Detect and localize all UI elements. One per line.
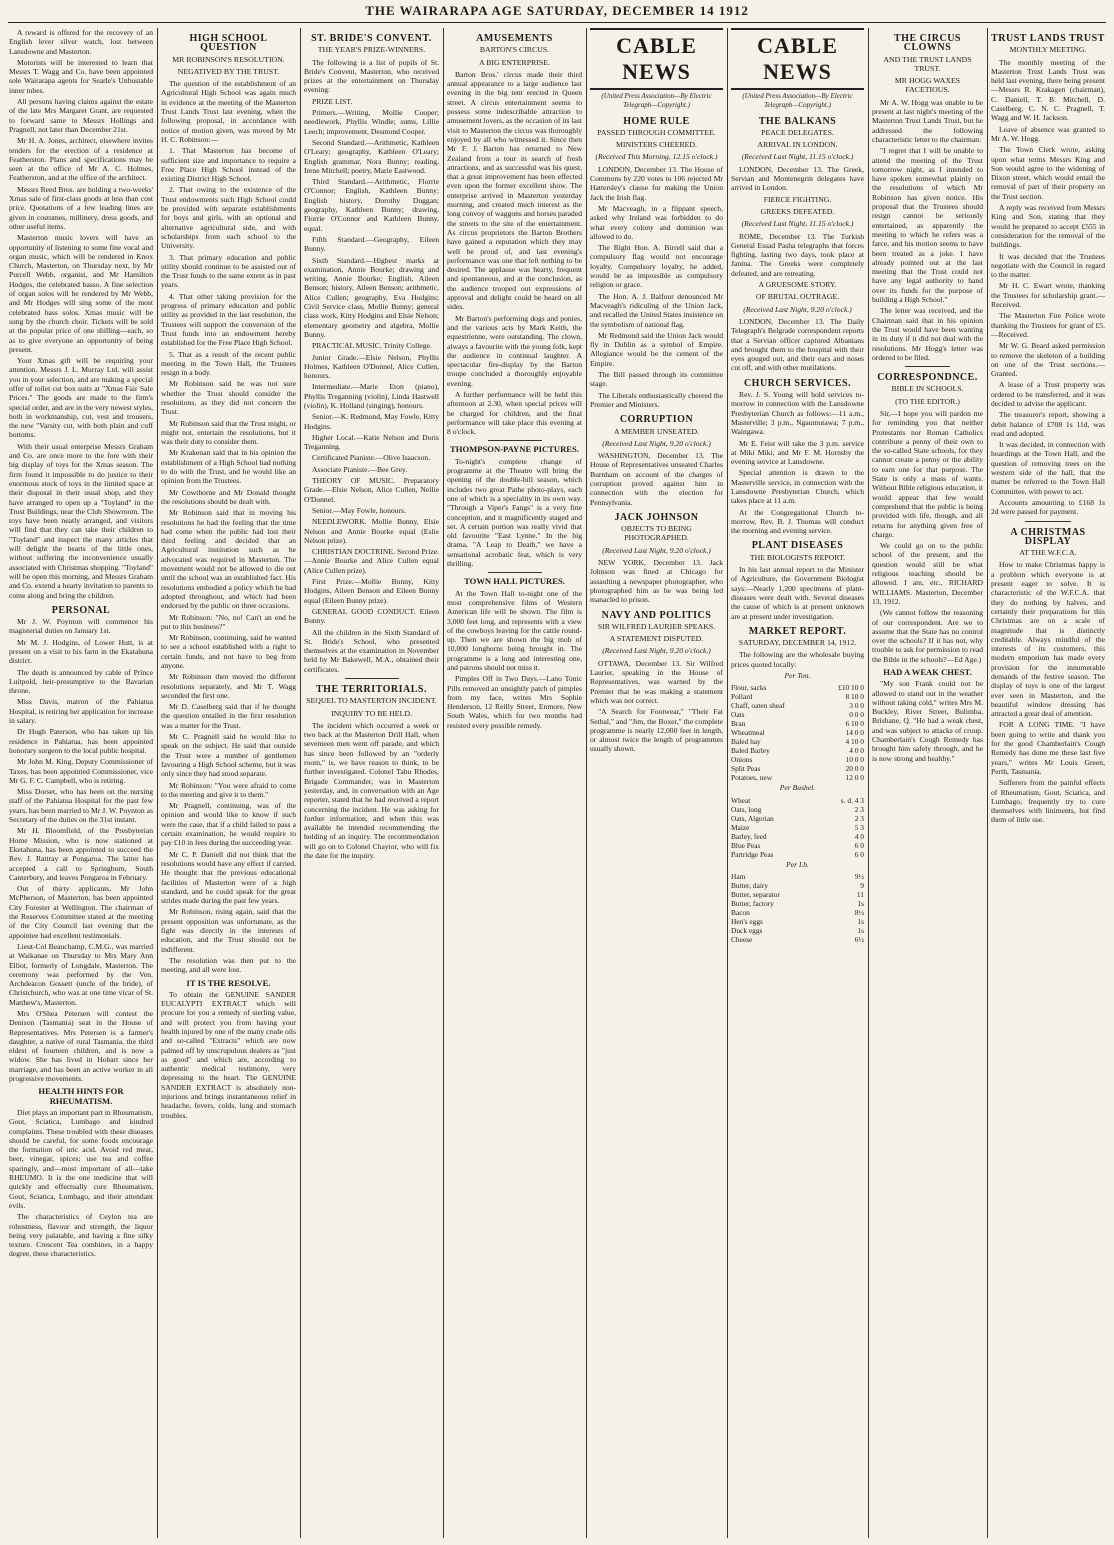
paragraph: CHRISTIAN DOCTRINE. Second Prize.—Annie Bourke and Alice Cullen equal (Alice Cullen prize). xyxy=(304,547,439,575)
article-title: THE BALKANS xyxy=(758,115,837,127)
paragraph: 4. That other taking provision for the progress of primary education and public utility as provided in the last resolution, the Trustees will support the conversion of the Trust funds into an endowment hereby established for the Free Place High School. xyxy=(161,291,296,348)
commodity-name: Duck eggs xyxy=(731,925,763,935)
market-title: MARKET REPORT. xyxy=(748,625,847,637)
received-time: (Received This Morning, 12.15 o'clock.) xyxy=(595,152,718,162)
market-row xyxy=(731,683,864,692)
article-title: JACK JOHNSON xyxy=(614,511,699,523)
article-body xyxy=(731,317,864,373)
divider xyxy=(488,440,542,441)
article-subtitle: BIBLE IN SCHOOLS. xyxy=(891,384,964,394)
paragraph: The Town Clerk wrote, asking upon what terms Messrs King and Son would agree to the widening of Dixon street, which would entail the removal of part of their property on the Trust section. xyxy=(991,145,1105,201)
commodity-price: 3 0 0 xyxy=(849,701,864,711)
paragraph: Mr Robinson: "You were afraid to come to the meeting and give it to them." xyxy=(161,780,296,799)
commodity-name: Barley, feed xyxy=(731,831,767,841)
paragraph: PRACTICAL MUSIC. Trinity College. xyxy=(312,341,432,351)
editor-note: (We cannot follow the reasoning of our correspondent. Are we to assume that the State has no control over the schools? If it has not, why trouble to ask for permission to read the Bible in the schools?—Ed Age.) xyxy=(872,608,983,664)
paragraph: Sixth Standard.—Highest marks at examination, Annie Bourke; drawing and writing, Annie Bourke; English, Aileen Benson; history, Aileen Benson; arithmetic, Alice Cullen; geography, Eva Hodgins; Civil Service class, Mollie Bunny; general class work, Kitty Hodgins and Elsie Nelson; elementary geometry and algebra, Mollie Bunny. xyxy=(304,255,439,339)
commodity-price: 9 xyxy=(860,880,864,890)
paragraph: The Right Hon. A. Birrell said that a compulsory flag would not encourage loyalty. Compulsory loyalty, he added, would be as impossible as compulsory religion or grace. xyxy=(590,243,723,290)
article-title: TRUST LANDS TRUST xyxy=(991,33,1105,44)
market-row xyxy=(731,814,864,823)
article-body xyxy=(590,451,723,507)
market-intro: The following are the wholesale buying prices quoted locally: xyxy=(731,650,864,669)
section-banner: CABLE NEWS xyxy=(731,28,864,90)
article-title: THE CIRCUS CLOWNS xyxy=(894,33,961,54)
commodity-name: Maize xyxy=(731,822,750,832)
article-body xyxy=(590,558,723,604)
article-subtitle: FIERCE FIGHTING. xyxy=(763,194,832,204)
divider xyxy=(1025,521,1071,522)
article-subtitle: OBJECTS TO BEING PHOTOGRAPHED. xyxy=(621,524,692,543)
paragraph: The letter was received, and the Chairman said that in his opinion the Trust would have been wanting in its duty if it did not deal with the resolutions. Mr Hogg's letter was ordered to be filed. xyxy=(872,306,983,362)
article-body xyxy=(161,79,296,974)
article-title: NAVY AND POLITICS xyxy=(601,609,712,621)
column-5 xyxy=(586,28,726,1538)
commodity-price: 11 xyxy=(856,889,864,899)
paragraph: "A Search for Footwear," "Their Fat Setbal," and "Jim, the Boxer," the complete programme is nearly 12,000 feet in length, or almost twice the length of programmes usually shown. xyxy=(590,707,723,754)
paragraph: It was decided, in connection with hoardings at the Town Hall, and the question of removing trees on the western side of the hall, that the matter be referred to the Town Hall Committee, with power to act. xyxy=(991,440,1105,496)
article-body xyxy=(991,560,1105,824)
article-subtitle: A STATEMENT DISPUTED. xyxy=(609,634,704,644)
article-subtitle: SIR WILFRED LAURIER SPEAKS. xyxy=(597,621,716,631)
commodity-price: 8½ xyxy=(854,907,864,917)
column-7 xyxy=(868,28,986,1538)
divider xyxy=(345,678,399,679)
column-2 xyxy=(157,28,299,1538)
article-body xyxy=(590,165,723,409)
article-subtitle: ARRIVAL IN LONDON. xyxy=(757,140,838,150)
paragraph: All persons having claims against the estate of the late Mrs Margaret Grant, are requested to forward same to Messrs Hollings and Pragnell, not later than December 21st. xyxy=(9,97,153,134)
market-table-ton xyxy=(731,683,864,782)
article-body xyxy=(731,232,864,278)
article-subtitle: A BIG ENTERPRISE. xyxy=(479,57,550,67)
received-time: (Received Last Night, 9.20 o'clock.) xyxy=(743,304,852,314)
article-title: CORRESPONDNCE. xyxy=(877,372,978,384)
paragraph: A reward is offered for the recovery of an English lever silver watch, lost between Lansdowne and Masterton. xyxy=(9,28,153,56)
market-row xyxy=(731,737,864,746)
unit-label: Per Lb. xyxy=(786,859,809,869)
article-subtitle: PASSED THROUGH COMMITTEE. xyxy=(597,127,716,137)
commodity-name: Hen's eggs xyxy=(731,916,763,926)
commodity-name: Oats, Algerian xyxy=(731,813,774,823)
article-title: PLANT DISEASES xyxy=(751,540,844,552)
commodity-price: 6 0 xyxy=(854,849,864,859)
paragraph: Motorists will be interested to learn that Messrs T. Wagg and Co. have been appointed sole Wairarapa agents for Searle's Unbustable inner tubes. xyxy=(9,57,153,95)
market-row xyxy=(731,926,864,935)
press-credit: (United Press Association—By Electric Telegraph—Copyright.) xyxy=(601,92,712,110)
article-subtitle: (TO THE EDITOR.) xyxy=(895,396,960,406)
column-8 xyxy=(987,28,1108,1538)
article-subtitle: SEQUEL TO MASTERTON INCIDENT. xyxy=(306,696,437,706)
article-subtitle: INQUIRY TO BE HELD. xyxy=(331,708,412,718)
commodity-price: 0 0 0 xyxy=(849,710,864,720)
market-row xyxy=(731,764,864,773)
commodity-name: Partridge Peas xyxy=(731,849,774,859)
article-body xyxy=(872,98,983,362)
paragraph: LONDON, December 13. The House of Commons by 220 votes to 106 rejected Mr Hattersley's clause for making the Union Jack the Irish flag. xyxy=(590,164,723,202)
advert-heading: IT IS THE RESOLVE. xyxy=(186,977,271,988)
paragraph: WASHINGTON, December 13. The House of Representatives unseated Charles Burnham on account of the charges of corruption proved against him in connection with the election for Pennsylvania. xyxy=(590,451,723,507)
paragraph: Out of thirty applicants, Mr John McPherson, of Masterton, has been appointed City Forester at Wellington. The chairman of the Reserves Committee stated at the meeting of the City Council last evening that the appointee had excellent testimonials. xyxy=(9,884,153,940)
paragraph: Mr Robinson: "No, no! Can't an end be put to this business?" xyxy=(161,612,296,631)
paragraph: Rev. J. S. Young will hold services to-morrow in connection with the Lansdowne Presbyterian Church as follows:—11 a.m., Masterville; 3 p.m., Ngaumutawa; 7 p.m., Waingawa. xyxy=(731,390,864,437)
paragraph: The Masterton Fire Police wrote thanking the Trustees for grant of £5.—Received. xyxy=(991,311,1105,339)
article-title: AMUSEMENTS xyxy=(476,33,553,44)
paragraph: How to make Christmas happy is a problem which everyone is at present eager to solve. It is characteristic of the W.F.C.A. that they do nothing by halves, and certainly their preparations for this Christmas are on a scale of magnitude that is distinctly creditable. Always mindful of the interests of its customers, this modern emporium has made every provision for the innumerable demands of the festive season. The display of toys is one of the largest ever seen in Masterton, and the beautiful window dressing has attracted a great deal of attention. xyxy=(991,560,1105,719)
commodity-price: 6½ xyxy=(854,934,864,944)
paragraph: 3. That primary education and public utility should continue to be assisted out of the Trust funds to the same extent as in past years. xyxy=(161,252,296,290)
market-row xyxy=(731,841,864,850)
article-body xyxy=(447,457,582,569)
commodity-price: 9½ xyxy=(854,871,864,881)
received-time: (Received Last Night, 11.15 o'clock.) xyxy=(741,152,854,162)
paragraph: Mr Robinson then moved the different resolutions separately, and Mr T. Wagg seconded the first one. xyxy=(161,672,296,700)
market-row xyxy=(731,710,864,719)
paragraph: LONDON, December 13. The Greek, Servian and Montenegrin delegates have arrived in London. xyxy=(731,164,864,193)
paragraph: The death is announced by cable of Prince Luitpold, heir-presumptive to the Bavarian throne. xyxy=(9,667,153,696)
paragraph: Mr Cowthorne and Mr Donald thought the resolutions should be dealt with. xyxy=(161,487,296,506)
article-title: TOWN HALL PICTURES. xyxy=(464,576,565,587)
paragraph: A lease of a Trust property was ordered to be transferred, and it was decided to advise the applicant. xyxy=(991,380,1105,408)
article-body xyxy=(991,58,1105,517)
paragraph: Leave of absence was granted to Mr A. W. Hogg. xyxy=(991,124,1105,143)
commodity-name: Bacon xyxy=(731,907,750,917)
paragraph: Masterton music lovers will have an opportunity of listening to some fine vocal and organ music, which will be rendered in Knox Church, Masterton, on Thursday next, by Mr Purcell Webb, organist, and Mr Hamilton Hodges, the celebrated basso. A fine selection of organ solos will be rendered by Mr Webb, and Mr Hodges will sing some of the most celebrated bass solos. Xmas music will be sung by the church choir. Tickets will be sold at the popular price of one shilling—each, so as to give everyone an opportunity of being present. xyxy=(9,233,153,354)
advert-heading: HAD A WEAK CHEST. xyxy=(883,667,972,677)
paragraph: A reply was received from Messrs King and Son, stating that they would be prepared to accept £555 in consideration for the removal of the buildings. xyxy=(991,203,1105,250)
paragraph: Mr W. G. Beard asked permission to remove the skeleton of a building on one of the Trust sections.—Granted. xyxy=(991,341,1105,379)
paragraph: The question of the establishment of an Agricultural High School was again much in evidence at the meeting of the Masterton Trust Lands Trust last evening, when the following proposal, in accordance with notice of motion given, was moved by Mr H. C. Robinson:— xyxy=(161,79,296,144)
paragraph: Mr H. A. Jones, architect, elsewhere invites tenders for the erection of a residence at Featherston. Plans and specifications may be seen at the office of Mr A. C. Holmes, Featherston, and at the office of the architect. xyxy=(9,136,153,183)
commodity-price: 1s xyxy=(857,925,864,935)
paragraph: The Liberals enthusiastically cheered the Premier and Ministers. xyxy=(590,390,723,409)
commodity-price: 8 10 0 xyxy=(845,692,864,702)
article-subtitle: A GRUESOME STORY. xyxy=(758,280,837,290)
article-title: HIGH SCHOOL QUESTION xyxy=(189,33,268,54)
commodity-price: 14 0 0 xyxy=(845,728,864,738)
paragraph: In his last annual report to the Minister of Agriculture, the Government Biologist says:—Nearly 1,200 specimens of plant-diseases were dealt with. Several diseases the cause of which is at present unknown are at present under investigation. xyxy=(731,565,864,621)
article-body xyxy=(304,58,439,674)
paragraph: Mr Robinson, continuing, said he wanted to see a school established with a right to certain funds, and not have to beg from anyone. xyxy=(161,633,296,670)
market-date: SATURDAY, DECEMBER 14, 1912. xyxy=(738,638,857,648)
paragraph: The Hon. A. J. Balfour denounced Mr Macveagh's ridiculing of the Union Jack, and recalled the United States insistence on the symbolism of national flag. xyxy=(590,291,723,329)
market-row xyxy=(731,746,864,755)
commodity-price: 2 3 xyxy=(854,804,864,814)
column-1 xyxy=(6,28,156,1538)
commodity-name: Butter, dairy xyxy=(731,880,769,890)
article-subtitle: A MEMBER UNSEATED. xyxy=(613,426,700,436)
paragraph: Mr Barton's performing dogs and ponies, and the various acts by Mark Keith, the equestrienne, were outstanding. The clown, always a favourite with the young folk, kept the audience in continual laughter. A spectacular fire-display by the Barton troupe concluded a thoroughly enjoyable evening. xyxy=(447,313,582,388)
column-3 xyxy=(300,28,442,1538)
received-time: (Received Last Night, 9.20 o'clock.) xyxy=(602,545,711,555)
commodity-price: 12 0 0 xyxy=(845,773,864,783)
paragraph: GENERAL GOOD CONDUCT. Eileen Bunny. xyxy=(304,606,439,626)
paragraph: All the children in the Sixth Standard of St. Bride's School, who presented themselves at the examination in November held by Mr Bakewell, M.A., obtained their certificates. xyxy=(304,627,439,674)
paragraph: 5. That as a result of the recent public meeting in the Town Hall, the Trustees resign in a body. xyxy=(161,349,296,378)
article-subtitle: MR HOGG WAXES FACETIOUS. xyxy=(894,76,961,95)
commodity-name: Flour, sacks xyxy=(731,683,767,693)
masthead: THE WAIRARAPA AGE SATURDAY, DECEMBER 14 1912 xyxy=(365,3,749,18)
market-row xyxy=(731,805,864,814)
paragraph: The characteristics of Ceylon tea are robustness, flavour and strength, the liquor being very palatable, and having a fine silky texture. Crescent Tea combines, in a happy degree, these characteristics. xyxy=(9,1212,153,1259)
paragraph: THEORY OF MUSIC. Preparatory Grade.—Elsie Nelson, Alice Cullen, Nellie O'Donnel. xyxy=(304,476,439,504)
paragraph: Certificated Pianiste.—Olive Isaacson. xyxy=(312,453,431,463)
paragraph: Primers.—Writing, Mollie Cooper; needlework, Phyllis Windle; sums, Lillie Leech; improvement, Desmond Cooper. xyxy=(304,108,439,136)
commodity-name: Wheatmeal xyxy=(731,728,765,738)
market-row xyxy=(731,728,864,737)
article-subtitle: OF BRUTAL OUTRAGE. xyxy=(755,292,840,302)
article-title: CORRUPTION xyxy=(619,414,694,426)
advert-body xyxy=(872,679,983,763)
paragraph: "I regret that I will be unable to attend the meeting of the Trust tomorrow night, as I intended to have spoken somewhat plainly on the resolutions of which Mr Robinson has given notice. His proposal that the Trustees should resign cannot be seriously entertained, as apparently the meeting to which he refers was a farce, and his motion seems to have been treated as a joke. I have already pointed out at the last meeting that the Trust could not have any legal authority to hand over its funds for the purpose of building a High School." xyxy=(872,146,983,305)
paragraph: ROME, December 13. The Turkish General Essad Pasha telegraphs that forces fighting, lasting two days, took place at Janina. The Greeks were completely defeated, and are retreating. xyxy=(731,231,864,278)
commodity-name: Oats, long xyxy=(731,804,762,814)
article-subtitle: THE BIOLOGISTS REPORT. xyxy=(749,552,846,562)
commodity-name: Cheese xyxy=(731,934,753,944)
commodity-name: Pollard xyxy=(731,692,753,702)
market-row xyxy=(731,719,864,728)
paragraph: At the Town Hall to-night one of the most comprehensive films of Western American life will be shown. The film is 3,000 feet long, and represents with a view of the cowboys leaving for the cattle round-up. Then we are shown the big mob of 10,000 longhorns being brought in. The programme is a long and interesting one, and patrons should not miss it. xyxy=(447,588,582,672)
market-row xyxy=(731,872,864,881)
article-subtitle: MR ROBINSON'S RESOLUTION. xyxy=(172,54,285,64)
paragraph: LONDON, December 13. The Daily Telegraph's Belgrade correspondent reports that a Servian officer captured Albanians and brought them to the hospital with their eyes gouged out, and their ears and noses cut off, and with other mutilations. xyxy=(731,316,864,373)
paragraph: Mr Robinson said that the Trust might, or might not, entertain the resolutions, but it was their duty to consider them. xyxy=(161,418,296,447)
commodity-price: 6 10 0 xyxy=(845,719,864,729)
paragraph: The resolution was then put to the meeting, and all were lost. xyxy=(161,955,296,975)
paragraph: To-night's complete change of programme at the Theatre will bring the opening of the double-bill season, which includes two great Pathe photo-plays, each one of which is a speciality in its own way. "Through a Viper's Fangs" is a very fine conception, and it magnificently staged and set. A certain portion was really vivid that old favourite "East Lynne." In the big drama, "A Leap to Death," we have a sensational acrobatic feat, which is very thrilling. xyxy=(447,456,582,569)
paragraph: Mr Robinson said he was not sure whether the Trust should consider the resolutions, as they did not concern the Trust. xyxy=(161,379,296,417)
article-title: ST. BRIDE'S CONVENT. xyxy=(311,33,432,44)
commodity-price: 4 0 0 xyxy=(849,746,864,756)
article-subtitle: THE YEAR'S PRIZE-WINNERS. xyxy=(317,45,426,55)
paragraph: PRIZE LIST. xyxy=(312,96,353,106)
commodity-price: 5 3 xyxy=(854,822,864,832)
commodity-price: £10 10 0 xyxy=(838,683,864,693)
commodity-name: Chaff, oaten sheaf xyxy=(731,701,785,711)
market-row xyxy=(731,917,864,926)
article-body xyxy=(447,70,582,437)
market-table-bushel xyxy=(731,796,864,859)
paragraph: Special attention is drawn to the Masterville service, in connection with the Lansdowne Presbyterian Church, which takes place at 11 a.m. xyxy=(731,468,864,506)
commodity-price: 20 0 0 xyxy=(845,764,864,774)
article-subtitle: GREEKS DEFEATED. xyxy=(760,206,835,216)
commodity-name: Onions xyxy=(731,755,753,765)
paragraph: Messrs Reed Bros. are holding a two-weeks' Xmas sale of first-class goods at less than cost price. Quotations of a few leading lines are given in costumes, millinery, dress goods, and other useful items. xyxy=(9,184,153,231)
paragraph: Miss Davis, matron of the Pahiatua Hospital, is retiring her application for increase in salary. xyxy=(9,697,153,726)
article-body xyxy=(590,659,723,754)
paragraph: Mr H. C. Ewart wrote, thanking the Trustees for scholarship grant.—Received. xyxy=(991,281,1105,310)
market-row xyxy=(731,796,864,805)
paragraph: Miss Dorset, who has been on the nursing staff of the Pahiatua Hospital for the past few years, has been married to Mr J. W. Poynton as Secretary of the duties on the 31st instant. xyxy=(9,787,153,825)
market-row xyxy=(731,755,864,764)
press-credit: (United Press Association—By Electric Telegraph—Copyright.) xyxy=(742,92,853,110)
article-subtitle: MINISTERS CHEERED. xyxy=(615,140,697,150)
commodity-price: 6 0 xyxy=(854,840,864,850)
article-subtitle: PEACE DELEGATES. xyxy=(761,127,834,137)
market-row xyxy=(731,899,864,908)
market-row xyxy=(731,823,864,832)
paragraph: A further performance will be held this afternoon at 2.30, when special prices will be charged for children, and the final performance will take place this evening at 8 o'clock. xyxy=(447,389,582,437)
received-time: (Received Last Night, 9.20 o'clock.) xyxy=(602,646,711,656)
paragraph: Mr A. W. Hogg was unable to be present at last night's meeting of the Masterton Trust Lands Trust, but he addressed the following characteristic letter to the chairman: xyxy=(872,97,983,144)
unit-label: Per Ton. xyxy=(784,671,811,681)
paragraph: Mrs O'Shea Petersen will contest the Denison (Tasmania) seat in the House of Representatives. Mrs Petersen is a farmer's daughter, a native of rural Tasmania, the third eldest of fourteen children, and is now a widow. She has lived in Hobart since her marriage, and has been an active worker in all progressive movements. xyxy=(9,1008,153,1084)
commodity-price: 4 10 0 xyxy=(845,737,864,747)
market-row xyxy=(731,832,864,841)
market-row xyxy=(731,692,864,701)
article-body xyxy=(731,565,864,621)
commodity-name: Split Peas xyxy=(731,764,761,774)
personal-items xyxy=(9,617,153,1083)
column-6 xyxy=(727,28,867,1538)
paragraph: Mr Krakenan said that in his opinion the establishment of a High School had nothing to do with the Trust, and he would like an opinion from the Trustees. xyxy=(161,448,296,486)
commodity-name: Blue Peas xyxy=(731,840,761,850)
commodity-price: s. d. 4 3 xyxy=(840,795,864,805)
paragraph: Barton Bros.' circus made their third annual appearance to a large audience last evening in the big tent erected in Queen street. A circus entertainment seems to possess some indescribable attraction to amusement lovers, as the occasion of its last visit to Masterton the circus was thoroughly enjoyed by all who witnessed it. Since then Mr F. J. Barton has returned to New Zealand from a tour in search of fresh attractions, and as successful was his quest, that a great improvement has been effected even upon the former excellent show. The enterprise arrived in Masterton yesterday morning, and created much interest as the long convoy of waggons and horses paraded the streets to the site of the entertainment. As circus proprietors the Barton Brothers have gained a reputation which they may well be proud of, and last evening's performance was one that left nothing to be desired. The applause was hearty, frequent and spontaneous, and at the conclusion, as the audience trooped out expressions of approval and delight could be heard on all sides. xyxy=(447,69,582,312)
paragraph: Mr Robinson, rising again, said that the present opposition was unfortunate, as the fight was directly in the interests of education, and the Trust should not be indifferent. xyxy=(161,907,296,954)
paragraph: Your Xmas gift will be requiring your attention. Messrs J. L. Murray Ltd. will assist you in your selection, and are making a special offer of toilet cut box suits at "Xmas Fair Sale Prices." The goods are made to the firm's special order, and are in the very newest styles, both in workmanship, cut, vest and trousers, the new "Varsity cut, with both plain and cuff bottoms. xyxy=(9,356,153,440)
commodity-name: Butter, separator xyxy=(731,889,780,899)
commodity-name: Baled Barley xyxy=(731,746,770,756)
divider xyxy=(488,572,542,573)
article-title: HOME RULE xyxy=(623,115,690,127)
market-row xyxy=(731,701,864,710)
paragraph: Pimples Off in Two Days.—Lano Tonic Pills removed an unsightly patch of pimples from my face, writes Mrs Sophie Henderson, 12 Reilly Street, Enmore, New South Wales, which for two months had resisted every possible remedy. xyxy=(447,674,582,730)
article-subtitle: NEGATIVED BY THE TRUST. xyxy=(177,66,280,76)
commodity-name: Wheat xyxy=(731,795,751,805)
commodity-price: 2 3 xyxy=(854,813,864,823)
paragraph: At the Congregational Church to-morrow, Rev. B. J. Thomas will conduct the morning and evening service. xyxy=(731,507,864,536)
commodity-name: Baled hay xyxy=(731,737,761,747)
article-subtitle: AND THE TRUST LANDS TRUST. xyxy=(883,54,972,73)
paragraph: Mr C. Pragnell said he would like to speak on the subject. He said that outside the Trust were a number of gentlemen favouring a High School scheme, but it was only since they had stood separate. xyxy=(161,732,296,779)
commodity-name: Bran xyxy=(731,719,746,729)
paragraph: The following is a list of pupils of St. Bride's Convent, Masterton, who received prizes at the entertainment on Thursday evening: xyxy=(304,57,439,95)
paragraph: It was decided that the Trustees negotiate with the Council in regard to the matter. xyxy=(991,251,1105,280)
commodity-price: 4 0 xyxy=(854,831,864,841)
market-row xyxy=(731,890,864,899)
personal-heading: PERSONAL xyxy=(51,604,111,616)
paragraph: The Bill passed through its committee stage. xyxy=(590,370,723,389)
health-heading: HEALTH HINTS FOR RHEUMATISM. xyxy=(38,1086,124,1106)
paragraph: NEW YORK, December 13. Jack Johnson was fined at Chicago for assaulting a newspaper photographer, who photographed him as he was being led manacled to prison. xyxy=(590,558,723,605)
paragraph: Senior.—May Fowle, honours. xyxy=(312,505,406,515)
market-row xyxy=(731,935,864,944)
paragraph: OTTAWA, December 13. Sir Wilfred Laurier, speaking in the House of Representatives, was warned by the Premier that he was making a statement which was not correct. xyxy=(590,658,723,705)
paragraph: Mr J. W. Poynton will commence his magisterial duties on January 1st. xyxy=(9,617,153,636)
paragraph: Senior.—K. Redmond, May Fowle, Kitty Hodgins. xyxy=(304,412,439,431)
article-body xyxy=(447,589,582,730)
article-title: THE TERRITORIALS. xyxy=(316,684,427,695)
commodity-name: Potatoes, new xyxy=(731,773,773,783)
paragraph: Mr John M. King, Deputy Commissioner of Taxes, has been appointed Commissioner, vice Mr G. F. C. Campbell, who is retiring. xyxy=(9,757,153,785)
paragraph: Mr D. Caselberg said that if he thought the question entailed in the first resolution was a matter for the Trust. xyxy=(161,702,296,730)
article-body xyxy=(731,390,864,535)
paragraph: Dr Hugh Paterson, who has taken up his residence in Pahiatua, has been appointed honorary surgeon to the local public hospital. xyxy=(9,727,153,755)
paragraph: The treasurer's report, showing a debit balance of £708 1s 11d, was read and adopted. xyxy=(991,410,1105,438)
paragraph: Sir,—I hope you will pardon me for reminding you that neither Protestants nor Roman Catholics contribute a penny of their own to the so-called State schools, for they cannot create a penny or the ability to earn one for that purpose. The State is only a mass of wants. Without Bible religious education, it would appear that few would comprehend that the public is being provided with life, though, and all returns for anything given free of charge. xyxy=(872,408,983,539)
market-row xyxy=(731,908,864,917)
paragraph: 1. That Masterton has become of sufficient size and importance to require a Free Place High School instead of the existing District High School. xyxy=(161,146,296,184)
commodity-price: 1s xyxy=(857,916,864,926)
paragraph: Mr E. Feist will take the 3 p.m. service at Miki Miki, and Mr F. M. Hornsby the evening service at Lansdowne. xyxy=(731,438,864,467)
received-time: (Received Last Night, 11.15 o'clock.) xyxy=(741,219,854,229)
paragraph: Accounts amounting to £168 1s 2d were passed for payment. xyxy=(991,497,1105,517)
advert-body: To obtain the GENUINE SANDER EUCALYPTI EXTRACT which will procure for you a remedy of sterling value, and will protect you from having your health injured by one of the many crude oils and so-called "Extracts" which are now palmed off by unscrupulous dealers as "just as good" and which are, according to authentic medical testimony, very depressing to the heart. The GENUINE SANDER EXTRACT is absolutely non-injurious and brings instantaneous relief in headache, fevers, colds, lung and stomach troubles. xyxy=(161,989,296,1120)
paragraph: Mr H. Bloomfield, of the Presbyterian Home Mission, who is now stationed at Eketahuna, has been appointed to succeed the Rev. J. Rattray at Pongaroa. The latter has accepted a call to Springburn, South Canterbury, and leaves Pongaroa in February. xyxy=(9,826,153,882)
commodity-price: 1s xyxy=(857,898,864,908)
paragraph: Mr Redmond said the Union Jack would fly in Dublin as a symbol of Empire. Allegiance would be the cement of the Empire. xyxy=(590,330,723,368)
paragraph: The monthly meeting of the Masterton Trust Lands Trust was held last evening, there being present—Messrs R. Krakagen (chairman), C. Daniell, T. B. Mitchell, D. Caselberg, C. N. C. Pragnell, T. Wagg and W. H. Jackson. xyxy=(991,57,1105,123)
article-title: THOMPSON-PAYNE PICTURES. xyxy=(450,444,579,455)
paragraph: Third Standard.—Arithmetic, Florrie O'Connor; English, Kathleen Bunny; English history, Dorothy Duggan; geography, Kathleen Bunny; drawing, Florrie O'Connor and Kathleen Bunny, equal. xyxy=(304,177,439,233)
market-row xyxy=(731,850,864,859)
article-title: A CHRISTMAS DISPLAY xyxy=(1010,526,1086,547)
paragraph: Associate Pianiste.—Bee Grey. xyxy=(312,464,408,474)
paragraph: Mr C. P. Daniell did not think that the resolutions would have any effect if carried. He thought that the previous educational facilities of Masterton were of a high standard, and he could speak for the great strides made during the past few years. xyxy=(161,849,296,906)
commodity-name: Butter, factory xyxy=(731,898,774,908)
notices xyxy=(9,28,153,600)
paragraph: Higher Local.—Katie Nelson and Doris Treganning. xyxy=(304,432,439,452)
health-items xyxy=(9,1108,153,1259)
market-table-lb xyxy=(731,872,864,944)
received-time: (Received Last Night, 9.20 o'clock.) xyxy=(602,438,711,448)
paragraph: First Prize.—Mollie Bunny, Kitty Hodgins, Aileen Benson and Eileen Bunny equal (Eileen Bunny prize). xyxy=(304,577,439,605)
unit-label: Per Bushel. xyxy=(779,783,816,793)
paragraph: Second Standard.—Arithmetic, Kathleen O'Leary; geography, Kathleen O'Leary; English grammar, Nora Bunny; reading, Irene Mitchell; poetry, Marie Eastwood. xyxy=(304,137,439,175)
paragraph: "My son Frank could not be allowed to stand out in the weather without taking cold," writes Mrs M. Buckley, River Street, Bulimba, Brisbane, Q. "He had a weak chest, and was subject to attacks of croup. Chamberlain's Cough Remedy has brought him safely through, and he is now strong and healthy." xyxy=(872,679,983,763)
article-body xyxy=(872,409,983,606)
article-subtitle: BARTON'S CIRCUS. xyxy=(479,45,550,55)
divider xyxy=(905,366,949,367)
section-banner: CABLE NEWS xyxy=(590,28,723,90)
column-4 xyxy=(443,28,585,1538)
article-body xyxy=(304,721,439,860)
paragraph: Intermediate.—Marie Eton (piano), Phyllis Treganning (violin), Linda Hastwell (violin), K. Holland (singing), honours. xyxy=(304,382,439,410)
article-body xyxy=(731,165,864,193)
paragraph: Fifth Standard.—Geography, Eileen Bunny. xyxy=(304,234,439,254)
paragraph: Lieut-Col Beauchamp, C.M.G., was married at Waikanae on Thursday to Mrs Mary Ann Elliot, formerly of Longdale, Masterton. The ceremony was performed by the Ven. Archdeacon Gossett (uncle of the bride), of Christchurch, who was at one time vicar of St. Matthew's, Masterton. xyxy=(9,941,153,1007)
paragraph: Mr Pragnell, continuing, was of the opinion and would like to know if such were the case, that if a child failed to pass a certain examination, he would require to pay £10 in fees during the succeeding year. xyxy=(161,801,296,848)
commodity-price: 10 0 0 xyxy=(845,755,864,765)
commodity-name: Ham xyxy=(731,871,746,881)
market-row xyxy=(731,773,864,782)
paragraph: NEEDLEWORK. Mollie Bunny, Elsie Nelson and Annie Bourke equal (Eslie Nelson prize). xyxy=(304,517,439,545)
paragraph: Mr Robinson said that in moving his resolutions he had the feeling that the time had come when the public had lost their third feeling and decided that an Agricultural institution such as he advocated was required in Masterton. The movement would not be allowed to die out until the school was an established fact. His resolutions embodied a policy which he had adopted throughout, and which had been endorsed by the public on three occasions. xyxy=(161,508,296,611)
market-row xyxy=(731,881,864,890)
paragraph: Mr Macveagh, in a flippant speech, asked why Ireland was forbidden to do what every colony and dominion was allowed to do. xyxy=(590,203,723,241)
paragraph: FOR A LONG TIME. "I have been going to write and thank you for the good Chamberlain's Cough Remedy has done me these last five years," writes Mr Louis Green, Perth, Tasmania. xyxy=(991,720,1105,776)
article-subtitle: MONTHLY MEETING. xyxy=(1009,45,1087,55)
masthead-rule xyxy=(8,22,1106,23)
paragraph: Mr M. J. Hodgins, of Lower Hutt, is at present on a visit to his farm in the Ekatahuna district. xyxy=(9,637,153,666)
paragraph: Junior Grade.—Elsie Nelson, Phyllis Holmes, Kathleen O'Donnel, Alice Cullen, honours. xyxy=(304,352,439,381)
commodity-name: Oats xyxy=(731,710,745,720)
article-title: CHURCH SERVICES. xyxy=(743,377,852,389)
paragraph: The incident which occurred a week or two back at the Masterton Drill Hall, when seventeen men went off parade, and which has since been followed by an "orderly room," is, we have reason to think, to be further investigated. Colonel Tahu Rhodes, Brigade Commander, was in Masterton yesterday, and, in conversation with an Age reporter, stated that he had received a report concerning the incident. He was asking for further information, and when this was available he intended recommending the holding of an inquiry. The recommendation will go on to Colonel Chaytor, who will fix the date for the inquiry. xyxy=(304,720,439,861)
paragraph: Sufferers from the painful effects of Rheumatism, Gout, Sciatica, and Lumbago, frequently try to cure themselves with liniments, but find them of little use. xyxy=(991,778,1105,825)
paragraph: We could go on to the public school of the present, and the question would still be what religious teaching should be allowed. I am, etc., RICHARD WILLIAMS. Masterton, December 13, 1912. xyxy=(872,541,983,606)
paragraph: With their usual enterprise Messrs Graham and Co. are once more to the fore with their big display of toys for the Xmas season. The firm found it impossible to do justice to their enormous stock of toys in the limited space at their disposal in their usual shop, and they have arranged to open up a "Toyland" in the Trust Buildings, near the Club Showroom. The toys have been neatly arranged, and visitors will find that they can take their children to "Toyland" and inspect the many articles that will delight the hearts of the little ones, without suffering the inconvenience usually associated with Christmas shopping. "Toyland" will be open this morning, and Messrs Graham and Co. extend a hearty invitation to parents to come along and bring the children. xyxy=(9,441,153,600)
paragraph: Diet plays an important part in Rheumatism, Gout, Sciatica, Lumbago and kindred complaints. These troubled with these diseases should be careful, for some foods encourage the formation of uric acid. Avoid red meat, beer, vinegar, spices; use tea and coffee sparingly, and—most important of all—take RHEUMO. It is the one medicine that will quickly and effectually cure Rheumatism, Gout, Sciatica, Lumbago, and their attendant evils. xyxy=(9,1107,153,1210)
article-subtitle: AT THE W.F.C.A. xyxy=(1019,548,1077,558)
paragraph: 2. That owing to the existence of the Trust endowments such High School could be provided with separate establishments for boys and girls, with an optional and alternative agricultural side, and with scholarships from each school to the University. xyxy=(161,185,296,251)
